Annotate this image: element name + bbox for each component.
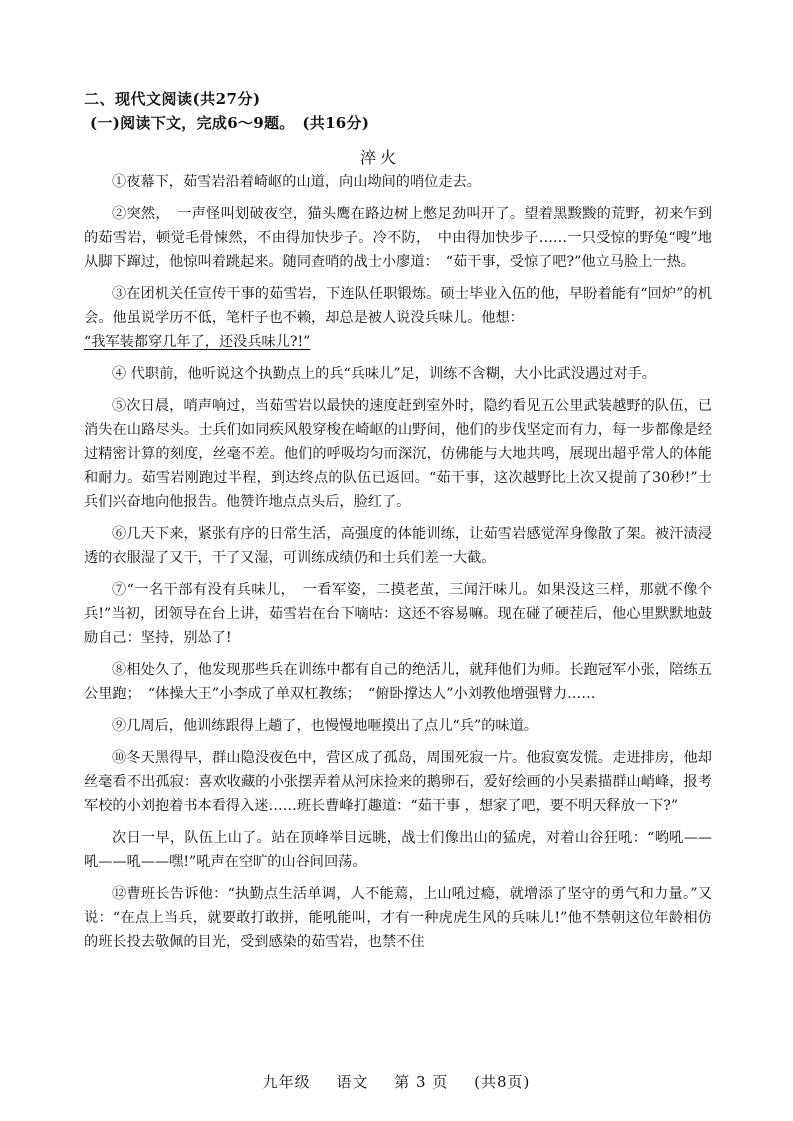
paragraph-11: 次日一早，队伍上山了。站在顶峰举目远眺，战士们像出山的猛虎，对着山谷狂吼：“哟吼——吼——吼——嘿!”吼声在空旷的山谷间回荡。 xyxy=(84,830,712,870)
paragraph-2: ②突然， 一声怪叫划破夜空，猫头鹰在路边树上憋足劲叫开了。望着黑黢黢的荒野，初来乍到的茹雪岩，顿觉毛骨悚然，不由得加快步子。冷不防， 中由得加快步子……一只受惊的野兔“嗖”地从脚下蹿过，他惊叫着跳起来。随同查哨的战士小廖道： “茹干事，受惊了吧?”他立马脸上一热。 xyxy=(84,206,712,270)
paragraph-5: ⑤次日晨，哨声响过，当茹雪岩以最快的速度赶到室外时，隐约看见五公里武装越野的队伍，已消失在山路尽头。士兵们如同疾风般穿梭在崎岖的山野间，他们的步伐坚定而有力，每一步都像是经过精密计算的刻度，丝毫不差。他们的呼吸均匀而深沉，仿佛能与大地共鸣，展现出超乎常人的体能和耐力。茹雪岩刚跑过半程，到达终点的队伍已返回。“茹干事，这次越野比上次又提前了30秒!”士兵们兴奋地向他报告。他赞许地点点头后，脸红了。 xyxy=(84,398,712,510)
paragraph-1: ①夜幕下，茹雪岩沿着崎岖的山道，向山坳间的哨位走去。 xyxy=(112,174,481,190)
paragraph-6: ⑥几天下来，紧张有序的日常生活，高强度的体能训练，让茹雪岩感觉浑身像散了架。被汗渍浸透的衣服湿了又干，干了又湿，可训练成绩仍和士兵们差一大截。 xyxy=(84,526,712,566)
paragraph-4: ④ 代职前，他听说这个执勤点上的兵“兵味儿”足，训练不含糊，大小比武没遇过对手。 xyxy=(112,366,656,382)
subsection-title: (一)阅读下文，完成6～9题。 (共16分) xyxy=(90,114,370,132)
article-body xyxy=(84,170,712,962)
page-footer xyxy=(0,1071,793,1092)
paragraph-3-quote: “我军装都穿几年了，还没兵味儿?!” xyxy=(84,334,311,350)
paragraph-7: ⑦“一名干部有没有兵味儿， 一看军姿，二摸老茧，三闻汗味儿。如果没这三样，那就不像个兵!”当初，团领导在台上讲，茹雪岩在台下嘀咕：这还不容易嘛。现在碰了硬茬后，他心里默默地鼓励自己：坚持，别怂了! xyxy=(84,582,712,646)
article-title: 淬火 xyxy=(360,148,401,167)
paragraph-9: ⑨几周后，他训练跟得上趟了，也慢慢地咂摸出了点儿“兵”的味道。 xyxy=(112,718,538,734)
paragraph-12: ⑫曹班长告诉他：“执勤点生活单调，人不能蔫，上山吼过瘾，就增添了坚守的勇气和力量。”又说：“在点上当兵，就要敢打敢拼，能吼能叫，才有一种虎虎生风的兵味儿!”他不禁朝这位年龄相仿的班长投去敬佩的目光，受到感染的茹雪岩，也禁不住 xyxy=(84,886,712,950)
paragraph-8: ⑧相处久了，他发现那些兵在训练中都有自己的绝活儿，就拜他们为师。长跑冠军小张，陪练五公里跑； “体操大王”小李成了单双杠教练； “俯卧撑达人”小刘教他增强臂力…… xyxy=(84,662,712,702)
footer-grade: 九年级 xyxy=(262,1073,311,1091)
paragraph-10: ⑩冬天黑得早，群山隐没夜色中，营区成了孤岛，周围死寂一片。他寂寞发慌。走进排房，他却丝毫看不出孤寂：喜欢收藏的小张摆弄着从河床捡来的鹅卵石，爱好绘画的小吴素描群山峭峰，报考军校的小刘抱着书本看得入迷……班长曹峰打趣道：“茹干事 ，想家了吧，要不明天释放一下?” xyxy=(84,750,712,814)
footer-subject: 语文 xyxy=(336,1073,369,1091)
footer-total-pages: (共8页) xyxy=(474,1073,531,1091)
paragraph-3: ③在团机关任宣传干事的茹雪岩，下连队任职锻炼。硕士毕业入伍的他，早盼着能有“回炉”的机会。他虽说学历不低，笔杆子也不赖，却总是被人说没兵味儿。他想： xyxy=(84,286,712,326)
section-title: 二、现代文阅读(共27分) xyxy=(84,90,261,108)
footer-page-number: 第 3 页 xyxy=(394,1073,449,1091)
